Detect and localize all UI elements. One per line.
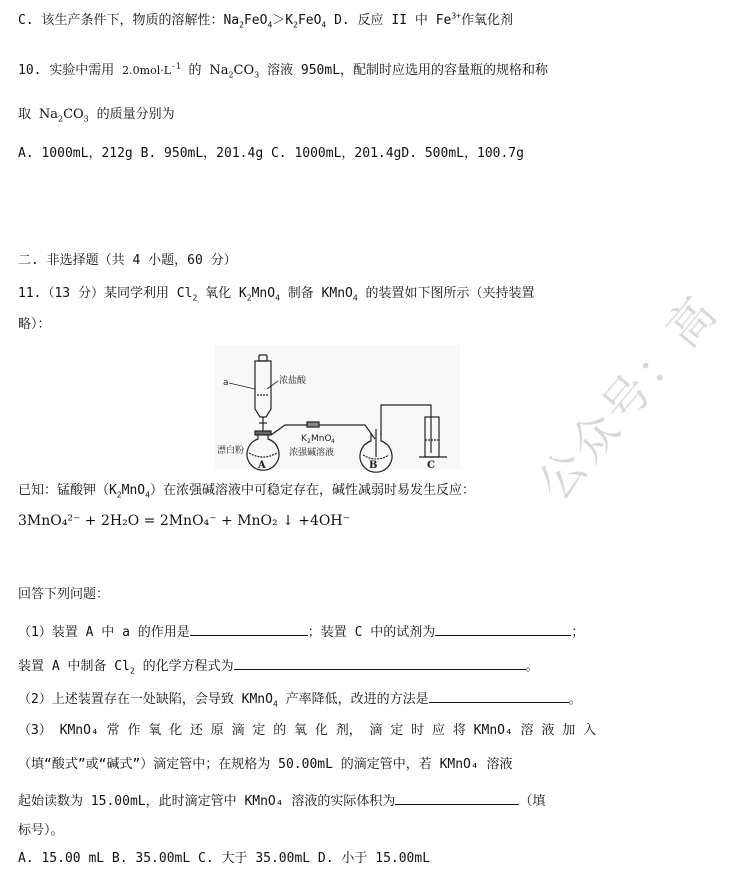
q11-part3-options: A. 15.00 mL B. 35.00mL C. 大于 35.00mL D. 小于 15.00mL [18,851,431,866]
q9-option-c-formula2: FeO [297,13,322,28]
q11-stem-e: 的装置如下图所示（夹持装置 [357,286,535,301]
answer-blank-c-reagent[interactable] [435,621,571,636]
q10-formula: Na [209,63,229,78]
q11-stem-c: MnO [251,286,276,301]
q9-options-line: C. 该生产条件下，物质的溶解性：$Na_2FeO_4>K_2FeO_4$ D. 反应 II 中 $Fe^{3+}$作氧化剂 [18,11,513,30]
q11-known-c: ）在浓强碱溶液中可稳定存在，碱性减弱时易发生反应： [149,483,475,498]
q10-line2-formula: Na [38,107,58,122]
q11-stem-line2: 略）： [18,317,51,332]
q11-part3-line4: 标号）。 [18,823,64,838]
label-k2mno4-b: MnO [311,434,332,444]
q11-part1-a: （1）装置 A 中 a 的作用是 [18,625,190,640]
q10-conc-sup: -1 [171,61,181,71]
q11-known-b: MnO [121,483,146,498]
q11-part1-line2: 装置 A 中制备 $Cl_2$ 的化学方程式为 。 [18,655,539,676]
label-k2mno4-sub1: 2 [307,438,311,445]
q11-part1-b: ；装置 C 中的试剂为 [307,625,436,640]
q10-options: A. 1000mL，212g B. 950mL，201.4g C. 1000mL，201.4gD. 500mL，100.7g [18,146,524,161]
q10-line2-formula-b: CO [63,107,84,122]
label-conc-hcl: 浓盐酸 [279,376,307,386]
answer-blank-improvement[interactable] [429,688,569,703]
apparatus-figure [215,345,460,470]
watermark-text: 公众号：高 [526,284,729,511]
q11-stem-d: 制备 KMnO [279,286,353,301]
q11-part2-line: （2）上述装置存在一处缺陷，会导致 KMnO$_4$ 产率降低，改进的方法是 。 [18,688,582,709]
q9-option-c-gt: ＞K [272,13,294,28]
q11-known-line: 已知：锰酸钾$(K_2MnO_4)$在浓强碱溶液中可稳定存在，碱性减弱时易发生反应： [18,483,475,500]
label-solution: 浓强碱溶液 [289,448,335,458]
q9-option-d-end: 作氧化剂 [460,13,513,28]
q10-stem-b: 的 [180,63,210,78]
q11-equation: 3MnO₄²⁻ + 2H₂O = 2MnO₄⁻ + MnO₂ ↓ +4OH⁻ [18,513,350,529]
q11-part1-line1 [18,621,584,642]
q11-part1-c: ； [571,625,585,640]
q11-part2-c: 。 [568,692,582,707]
q11-stem-b: 氧化 K [197,286,247,301]
q10-line2-b: 的质量分别为 [88,107,175,122]
q11-known-a: 已知：锰酸钾（K [18,483,117,498]
q9-option-d-charge: 3+ [451,11,461,21]
q11-part2-b: 产率降低，改进的方法是 [277,692,429,707]
q11-stem-a: 11.（13 分）某同学利用 Cl [18,286,193,301]
answer-blank-equation[interactable] [234,655,526,670]
answer-blank-volume[interactable] [395,790,519,805]
label-apparatus-a: A [258,460,266,471]
q11-part3-line1: （3） KMnO₄ 常 作 氧 化 还 原 滴 定 的 氧 化 剂， 滴 定 时 应 将 KMnO₄ 溶 液 加 入 [18,723,597,738]
label-apparatus-b: B [369,460,378,471]
q9-option-c-prefix: C. 该生产条件下，物质的溶解性：Na [18,13,240,28]
q10-concentration: 2.0mol·L [122,64,172,77]
q11-part3-line2: （填“酸式”或“碱式”）滴定管中；在规格为 50.00mL 的滴定管中，若 KMnO₄ 溶液 [18,757,513,772]
label-k2mno4-a: K [301,434,307,444]
q11-part2-a: （2）上述装置存在一处缺陷，会导致 KMnO [18,692,273,707]
q10-stem-line2: 取 $Na_2CO_3$ 的质量分别为 [18,107,175,124]
q9-option-d: D. 反应 II 中 Fe [326,13,452,28]
label-k2mno4-sub2: 4 [331,438,335,445]
q11-part1-line2-b: 的化学方程式为 [134,659,234,674]
q9-option-c-formula1: FeO [243,13,268,28]
q10-stem-a: 10. 实验中需用 [18,63,123,78]
answer-blank-a-role[interactable] [190,621,308,636]
figure-background [215,345,460,470]
q10-formula-b: CO [233,63,255,78]
q11-part3-line3 [18,790,545,811]
q10-stem-c: 溶液 950mL，配制时应选用的容量瓶的规格和称 [259,63,549,78]
section2-title: 二. 非选择题（共 4 小题，60 分） [18,253,237,268]
label-a-small: a [223,378,229,388]
label-apparatus-c: C [427,460,435,471]
q11-part1-line2-a: 装置 A 中制备 Cl [18,659,130,674]
q11-answer-prompt: 回答下列问题： [18,587,110,602]
q10-stem-line1: 10. 实验中需用 $2.0mol\cdot L^{-1}$ 的 $Na_2CO_3$ 溶液 950mL，配制时应选用的容量瓶的规格和称 [18,61,549,80]
q11-stem-line1: 11.（13 分）某同学利用 $Cl_2$ 氧化 $K_2MnO_4$ 制备 KMnO$_4$ 的装置如下图所示（夹持装置 [18,286,535,303]
q10-line2-a: 取 [18,107,39,122]
q11-part3-line3-a: 起始读数为 15.00mL，此时滴定管中 KMnO₄ 溶液的实际体积为 [18,794,396,809]
q11-part3-line3-b: （填 [519,794,546,809]
label-bleach: 漂白粉 [217,446,245,456]
q11-part1-line2-c: 。 [525,659,539,674]
